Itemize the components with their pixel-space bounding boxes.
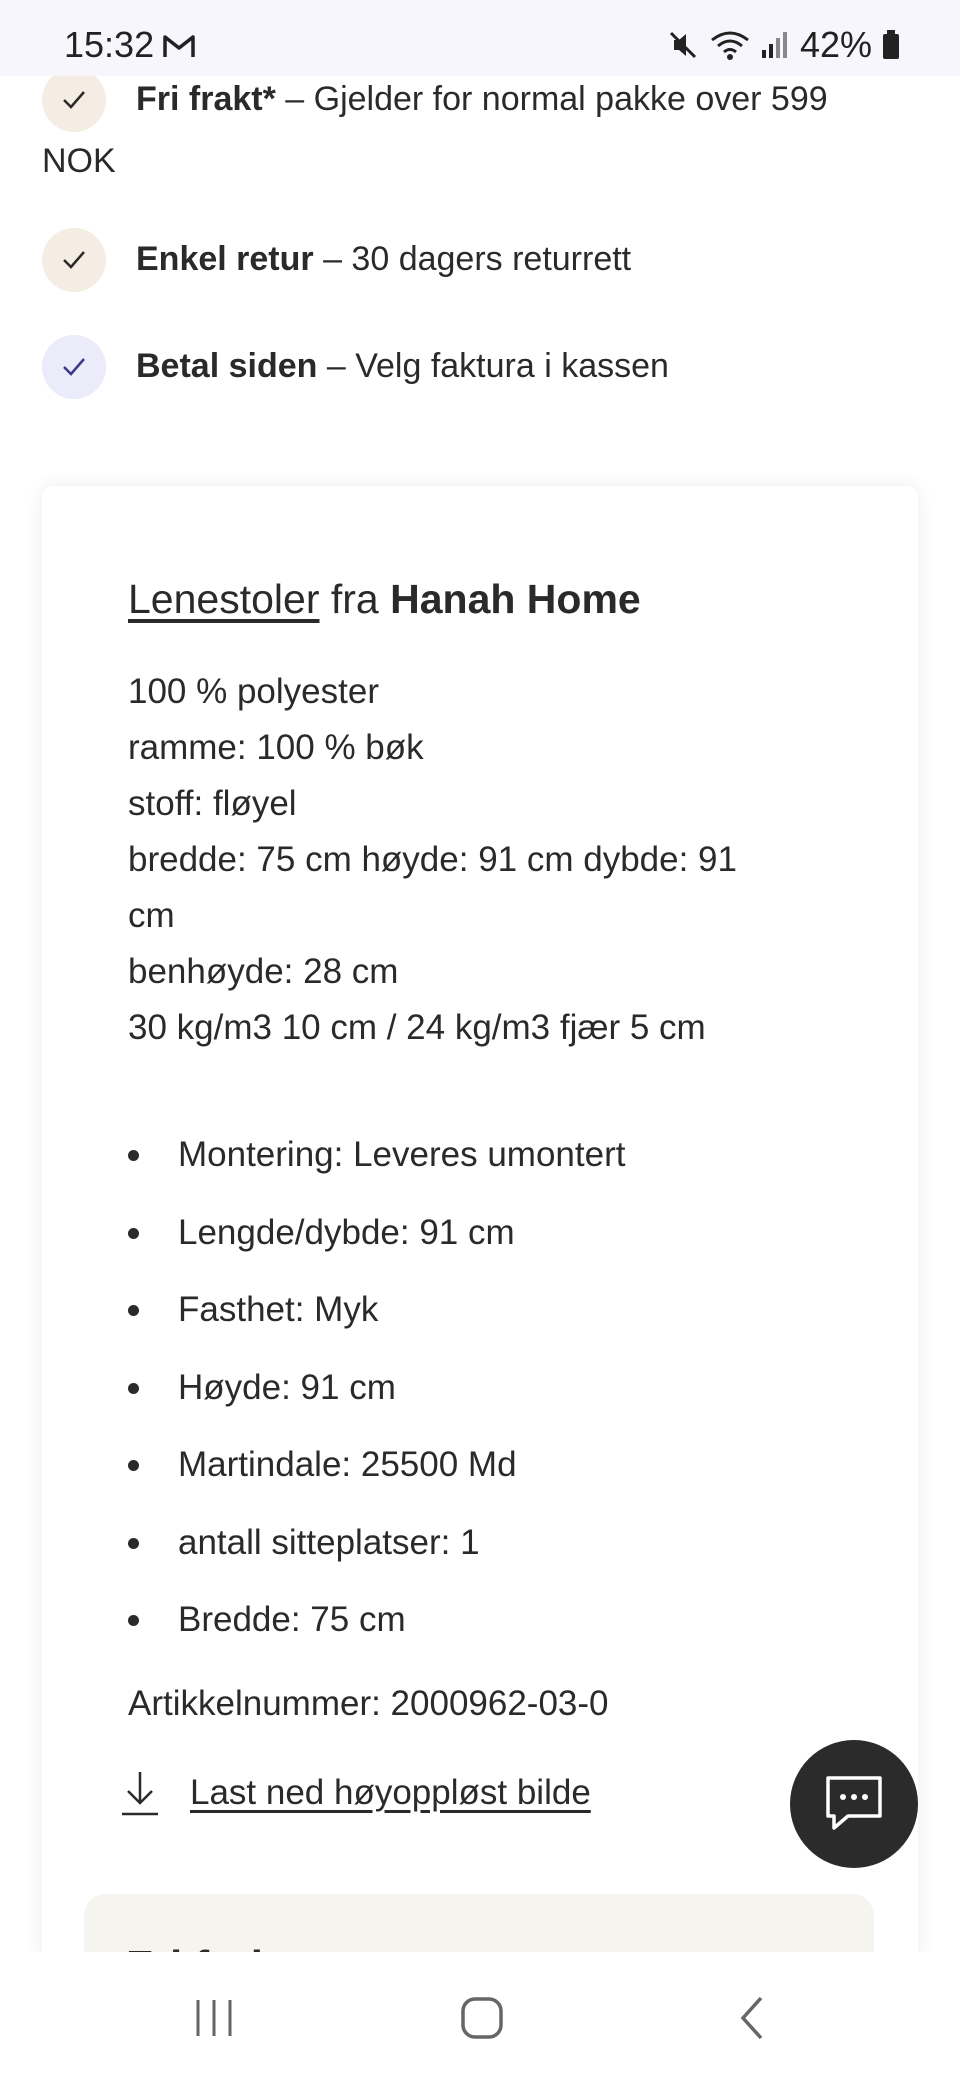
spec-text: Lengde/dybde: 91 cm: [178, 1212, 515, 1252]
category-link[interactable]: Lenestoler: [128, 576, 320, 622]
list-item: [128, 1504, 828, 1582]
perk-free-shipping: [42, 68, 922, 192]
mute-icon: [666, 28, 700, 62]
perk-title: Betal siden: [136, 347, 318, 385]
chat-button[interactable]: [790, 1740, 918, 1868]
home-icon: [459, 1995, 505, 2041]
perk-desc: – Velg faktura i kassen: [317, 347, 669, 385]
description-line: cm: [128, 896, 175, 935]
perk-text: [42, 228, 922, 290]
description-line: benhøyde: 28 cm: [128, 952, 399, 991]
bullet: [128, 1615, 139, 1626]
home-button[interactable]: [452, 1988, 512, 2048]
check-icon: [42, 68, 106, 132]
status-bar: [0, 0, 960, 76]
spec-text: Martindale: 25500 Md: [178, 1445, 517, 1484]
bullet: [128, 1228, 139, 1239]
status-icons: [666, 24, 900, 66]
back-button[interactable]: [722, 1988, 782, 2048]
description-line: 100 % polyester: [128, 672, 379, 711]
bullet: [128, 1460, 139, 1471]
perk-title: Enkel retur: [136, 240, 314, 278]
battery-icon: [882, 30, 900, 60]
brand-name: Hanah Home: [390, 576, 641, 622]
recent-apps-icon: [192, 1996, 236, 2040]
bullet: [128, 1383, 139, 1394]
list-item: [128, 1349, 828, 1427]
product-description: [128, 664, 848, 1056]
status-time: 15:32: [64, 24, 155, 65]
description-line: ramme: 100 % bøk: [128, 728, 424, 767]
gmail-icon: [162, 32, 196, 60]
spec-text: Fasthet: Myk: [178, 1290, 379, 1329]
list-item: [128, 1194, 828, 1272]
download-icon: [120, 1770, 160, 1816]
perk-desc: – Gjelder for normal pakke over 599: [275, 80, 828, 118]
download-image-link[interactable]: [120, 1770, 591, 1816]
spec-text: Høyde: 91 cm: [178, 1367, 396, 1407]
spec-text: Montering: Leveres umontert: [178, 1135, 626, 1174]
perk-title: Fri frakt*: [136, 80, 276, 118]
perk-desc: – 30 dagers returrett: [313, 240, 632, 278]
spec-list: [128, 1116, 828, 1659]
description-line: bredde: 75 cm høyde: 91 cm dybde: 91: [128, 840, 737, 879]
navigation-bar: [0, 1952, 960, 2080]
list-item: [128, 1271, 828, 1349]
description-line: 30 kg/m3 10 cm / 24 kg/m3 fjær 5 cm: [128, 1008, 706, 1047]
recent-apps-button[interactable]: [184, 1988, 244, 2048]
bullet: [128, 1305, 139, 1316]
bullet: [128, 1538, 139, 1549]
check-icon: [42, 335, 106, 399]
signal-icon: [760, 30, 790, 60]
download-label[interactable]: Last ned høyoppløst bilde: [190, 1773, 591, 1812]
perk-text: [42, 335, 922, 397]
chat-icon: [822, 1774, 886, 1834]
list-item: [128, 1116, 828, 1194]
perk-text: [42, 68, 922, 192]
wifi-icon: [710, 28, 750, 62]
back-icon: [735, 1994, 769, 2042]
perk-pay-later: [42, 335, 922, 397]
perk-desc-cont: NOK: [42, 142, 116, 180]
spec-text: Bredde: 75 cm: [178, 1600, 406, 1639]
spec-text: antall sitteplatser: 1: [178, 1522, 480, 1562]
bullet: [128, 1150, 139, 1161]
check-icon: [42, 228, 106, 292]
description-line: stoff: fløyel: [128, 784, 297, 823]
product-heading: [128, 576, 641, 623]
list-item: [128, 1581, 828, 1659]
perk-easy-return: [42, 228, 922, 290]
from-word: fra: [319, 576, 391, 622]
article-number: Artikkelnummer: 2000962-03-0: [128, 1684, 609, 1723]
battery-percent: 42%: [799, 24, 872, 65]
product-info-card: [42, 486, 918, 1966]
list-item: [128, 1426, 828, 1504]
